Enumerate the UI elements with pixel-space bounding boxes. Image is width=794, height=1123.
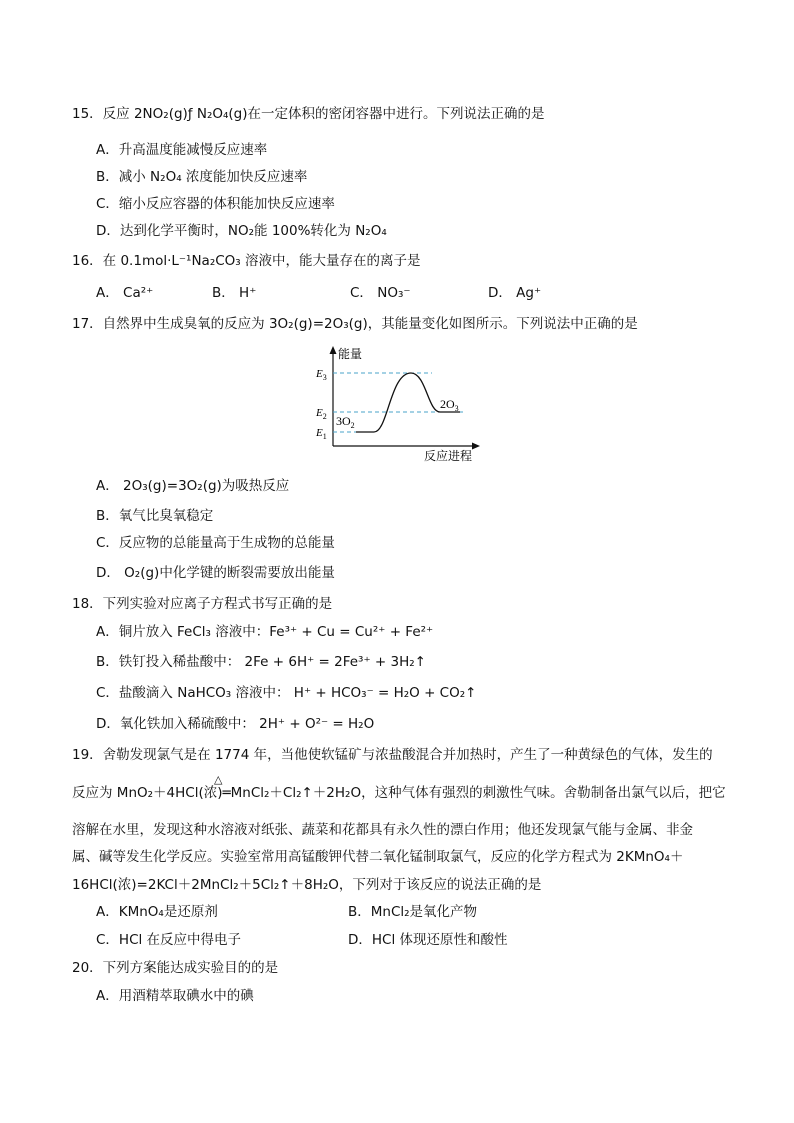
q19-line-4: 属、碱等发生化学反应。实验室常用高锰酸钾代替二氧化锰制取氯气，反应的化学方程式为 2KMnO₄＋ xyxy=(72,849,684,865)
q19-line-2: 反应为 MnO₂＋4HCl(浓)═MnCl₂＋Cl₂↑＋2H₂O，这种气体有强烈的刺激性气味。舍勒制备出氯气以后，把它 xyxy=(72,785,726,801)
q16-option-b: B． H⁺ xyxy=(212,285,257,301)
q15-option-c: C．缩小反应容器的体积能加快反应速率 xyxy=(96,196,335,212)
q18-stem: 18．下列实验对应离子方程式书写正确的是 xyxy=(72,596,333,612)
energy-diagram xyxy=(308,342,488,464)
q18-option-a: A．铜片放入 FeCl₃ 溶液中：Fe³⁺ + Cu = Cu²⁺ + Fe²⁺ xyxy=(96,624,434,640)
q16-option-a: A． Ca²⁺ xyxy=(96,285,154,301)
x-axis-arrow xyxy=(472,443,480,450)
q19-option-a: A．KMnO₄是还原剂 xyxy=(96,904,218,920)
q17-option-a: A． 2O₃(g)=3O₂(g)为吸热反应 xyxy=(96,478,290,494)
q20-stem: 20．下列方案能达成实验目的的是 xyxy=(72,960,279,976)
q16-option-d: D． Ag⁺ xyxy=(488,285,542,301)
q19-option-b: B．MnCl₂是氧化产物 xyxy=(348,904,478,920)
q18-option-d: D．氧化铁加入稀硫酸中： 2H⁺ + O²⁻ = H₂O xyxy=(96,716,375,732)
q17-option-c: C．反应物的总能量高于生成物的总能量 xyxy=(96,535,335,551)
q15-option-d: D．达到化学平衡时，NO₂能 100%转化为 N₂O₄ xyxy=(96,223,387,239)
x-axis-label: 反应进程 xyxy=(424,449,473,463)
q19-line-1: 19．舍勒发现氯气是在 1774 年，当他使软锰矿与浓盐酸混合并加热时，产生了一种黄绿色的气体，发生的 xyxy=(72,747,713,763)
q19-line-3: 溶解在水里，发现这种水溶液对纸张、蔬菜和花都具有永久性的漂白作用；他还发现氯气能与金属、非金 xyxy=(72,822,693,838)
q15-stem: 15．反应 2NO₂(g)ƒ N₂O₄(g)在一定体积的密闭容器中进行。下列说法正确的是 xyxy=(72,106,545,122)
q16-option-c: C． NO₃⁻ xyxy=(350,285,411,301)
q18-option-b: B．铁钉投入稀盐酸中： 2Fe + 6H⁺ = 2Fe³⁺ + 3H₂↑ xyxy=(96,654,426,670)
q19-line-5: 16HCl(浓)=2KCl＋2MnCl₂＋5Cl₂↑＋8H₂O，下列对于该反应的说法正确的是 xyxy=(72,877,542,893)
q15-option-a: A．升高温度能减慢反应速率 xyxy=(96,142,268,158)
q20-option-a: A．用酒精萃取碘水中的碘 xyxy=(96,988,254,1004)
q18-option-c: C．盐酸滴入 NaHCO₃ 溶液中： H⁺ + HCO₃⁻ = H₂O + CO₂↑ xyxy=(96,685,477,701)
q15-option-b: B．减小 N₂O₄ 浓度能加快反应速率 xyxy=(96,169,308,185)
q17-option-d: D． O₂(g)中化学键的断裂需要放出能量 xyxy=(96,565,335,581)
e3-label: $E_3$ xyxy=(316,368,327,382)
q19-option-d: D．HCl 体现还原性和酸性 xyxy=(348,932,508,948)
e1-label: $E_1$ xyxy=(316,427,327,441)
q17-stem: 17．自然界中生成臭氧的反应为 3O₂(g)=2O₃(g)，其能量变化如图所示。下列说法中正确的是 xyxy=(72,316,638,332)
e2-label: $E_2$ xyxy=(316,407,327,421)
y-axis-label: 能量 xyxy=(338,347,363,361)
q17-option-b: B．氧气比臭氧稳定 xyxy=(96,508,214,524)
product-label: $2O_3$ xyxy=(440,397,459,413)
q19-heat-symbol: △ xyxy=(214,773,223,786)
reactant-label: $3O_2$ xyxy=(336,414,355,430)
q16-stem: 16．在 0.1mol·L⁻¹Na₂CO₃ 溶液中，能大量存在的离子是 xyxy=(72,253,421,269)
y-axis-arrow xyxy=(330,346,337,354)
q19-option-c: C．HCl 在反应中得电子 xyxy=(96,932,242,948)
